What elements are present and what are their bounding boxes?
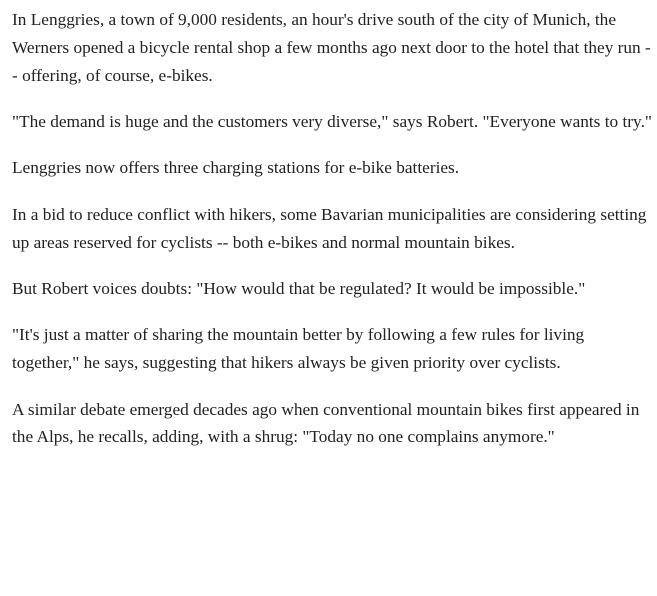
article-paragraph: A similar debate emerged decades ago when conventional mountain bikes first appeared in the Alps, he recalls, adding, with a shrug: "Today no one complains anymore." (12, 399, 640, 447)
article-paragraph: Lenggries now offers three charging stations for e-bike batteries. (12, 158, 460, 178)
article-paragraph: In a bid to reduce conflict with hikers, some Bavarian municipalities are considering setting up areas reserved for cyclists -- both e-bikes and normal mountain bikes. (12, 204, 647, 252)
article-paragraph: "It's just a matter of sharing the mountain better by following a few rules for living together," he says, suggesting that hikers always be given priority over cyclists. (12, 325, 585, 373)
article-paragraph: But Robert voices doubts: "How would that be regulated? It would be impossible." (12, 278, 586, 298)
article-paragraph: "The demand is huge and the customers very diverse," says Robert. "Everyone wants to try." (12, 111, 652, 131)
article-paragraph: In Lenggries, a town of 9,000 residents, an hour's drive south of the city of Munich, the Werners opened a bicycle rental shop a few months ago next door to the hotel that they run -- offering, of course, e-bikes. (12, 10, 651, 85)
